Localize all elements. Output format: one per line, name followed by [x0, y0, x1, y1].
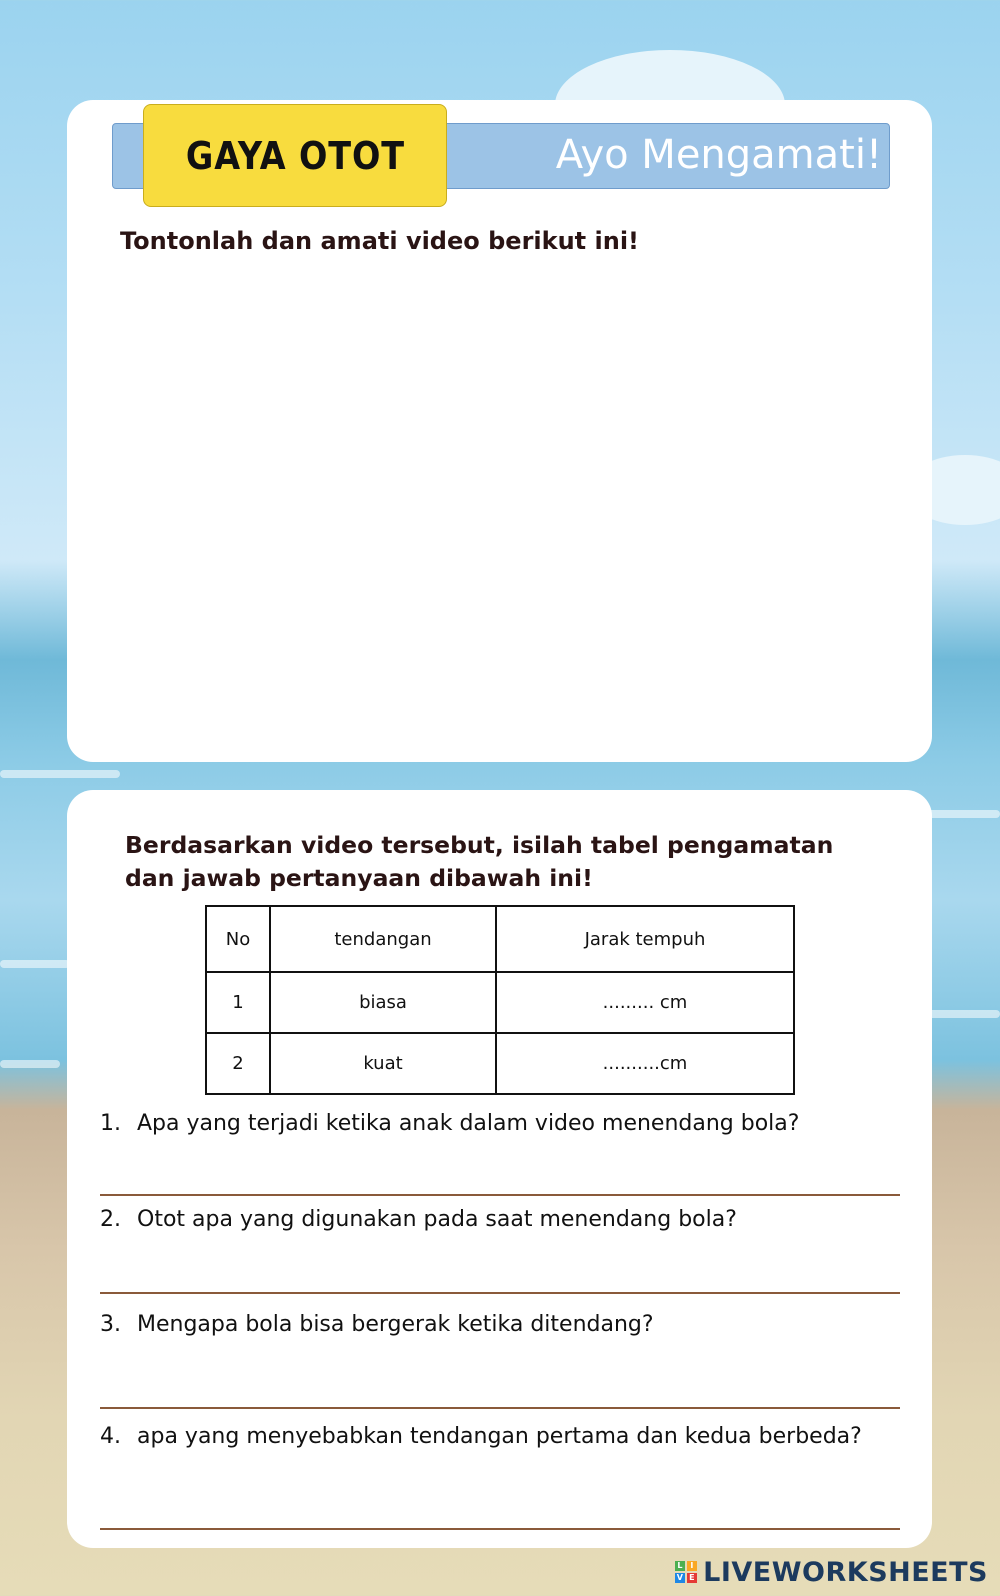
row-number: 2	[206, 1033, 270, 1094]
logo-square: I	[687, 1561, 697, 1571]
header-no: No	[206, 906, 270, 972]
question-2	[100, 1204, 900, 1236]
question-number: 3.	[100, 1312, 121, 1337]
page-title: GAYA OTOT	[185, 133, 405, 178]
background-wave	[0, 1060, 60, 1068]
answer-line-2[interactable]	[100, 1292, 900, 1294]
table-row	[206, 1033, 794, 1094]
distance-input[interactable]: ......... cm	[496, 972, 794, 1033]
distance-input[interactable]: ..........cm	[496, 1033, 794, 1094]
answer-line-4[interactable]	[100, 1528, 900, 1530]
liveworksheets-logo-icon	[675, 1561, 697, 1583]
question-number: 2.	[100, 1207, 121, 1232]
answer-line-1[interactable]	[100, 1194, 900, 1196]
observation-table	[205, 905, 795, 1095]
title-box	[143, 104, 447, 207]
background-wave	[0, 770, 120, 778]
question-text: Apa yang terjadi ketika anak dalam video menendang bola?	[137, 1111, 800, 1136]
logo-square: L	[675, 1561, 685, 1571]
logo-square: E	[687, 1573, 697, 1583]
logo-square: V	[676, 1573, 684, 1582]
video-instruction: Tontonlah dan amati video berikut ini!	[120, 227, 639, 255]
liveworksheets-watermark[interactable]	[675, 1554, 988, 1590]
watermark-text: LIVEWORKSHEETS	[703, 1556, 988, 1588]
background-wave	[0, 960, 70, 968]
table-instruction: Berdasarkan video tersebut, isilah tabel pengamatan dan jawab pertanyaan dibawah ini!	[125, 831, 834, 892]
header-distance: Jarak tempuh	[496, 906, 794, 972]
question-1	[100, 1108, 900, 1140]
question-number: 4.	[100, 1424, 121, 1449]
question-number: 1.	[100, 1111, 121, 1136]
kick-type: kuat	[270, 1033, 496, 1094]
question-text: Otot apa yang digunakan pada saat menendang bola?	[137, 1207, 737, 1232]
question-text: Mengapa bola bisa bergerak ketika ditendang?	[137, 1312, 654, 1337]
background-wave	[920, 1010, 1000, 1018]
question-text: apa yang menyebabkan tendangan pertama dan kedua berbeda?	[137, 1424, 862, 1449]
row-number: 1	[206, 972, 270, 1033]
answer-line-3[interactable]	[100, 1407, 900, 1409]
banner-subtitle: Ayo Mengamati!	[555, 132, 882, 178]
question-4	[100, 1421, 900, 1453]
kick-type: biasa	[270, 972, 496, 1033]
header-kick: tendangan	[270, 906, 496, 972]
table-header-row	[206, 906, 794, 972]
question-3	[100, 1309, 900, 1341]
table-row	[206, 972, 794, 1033]
